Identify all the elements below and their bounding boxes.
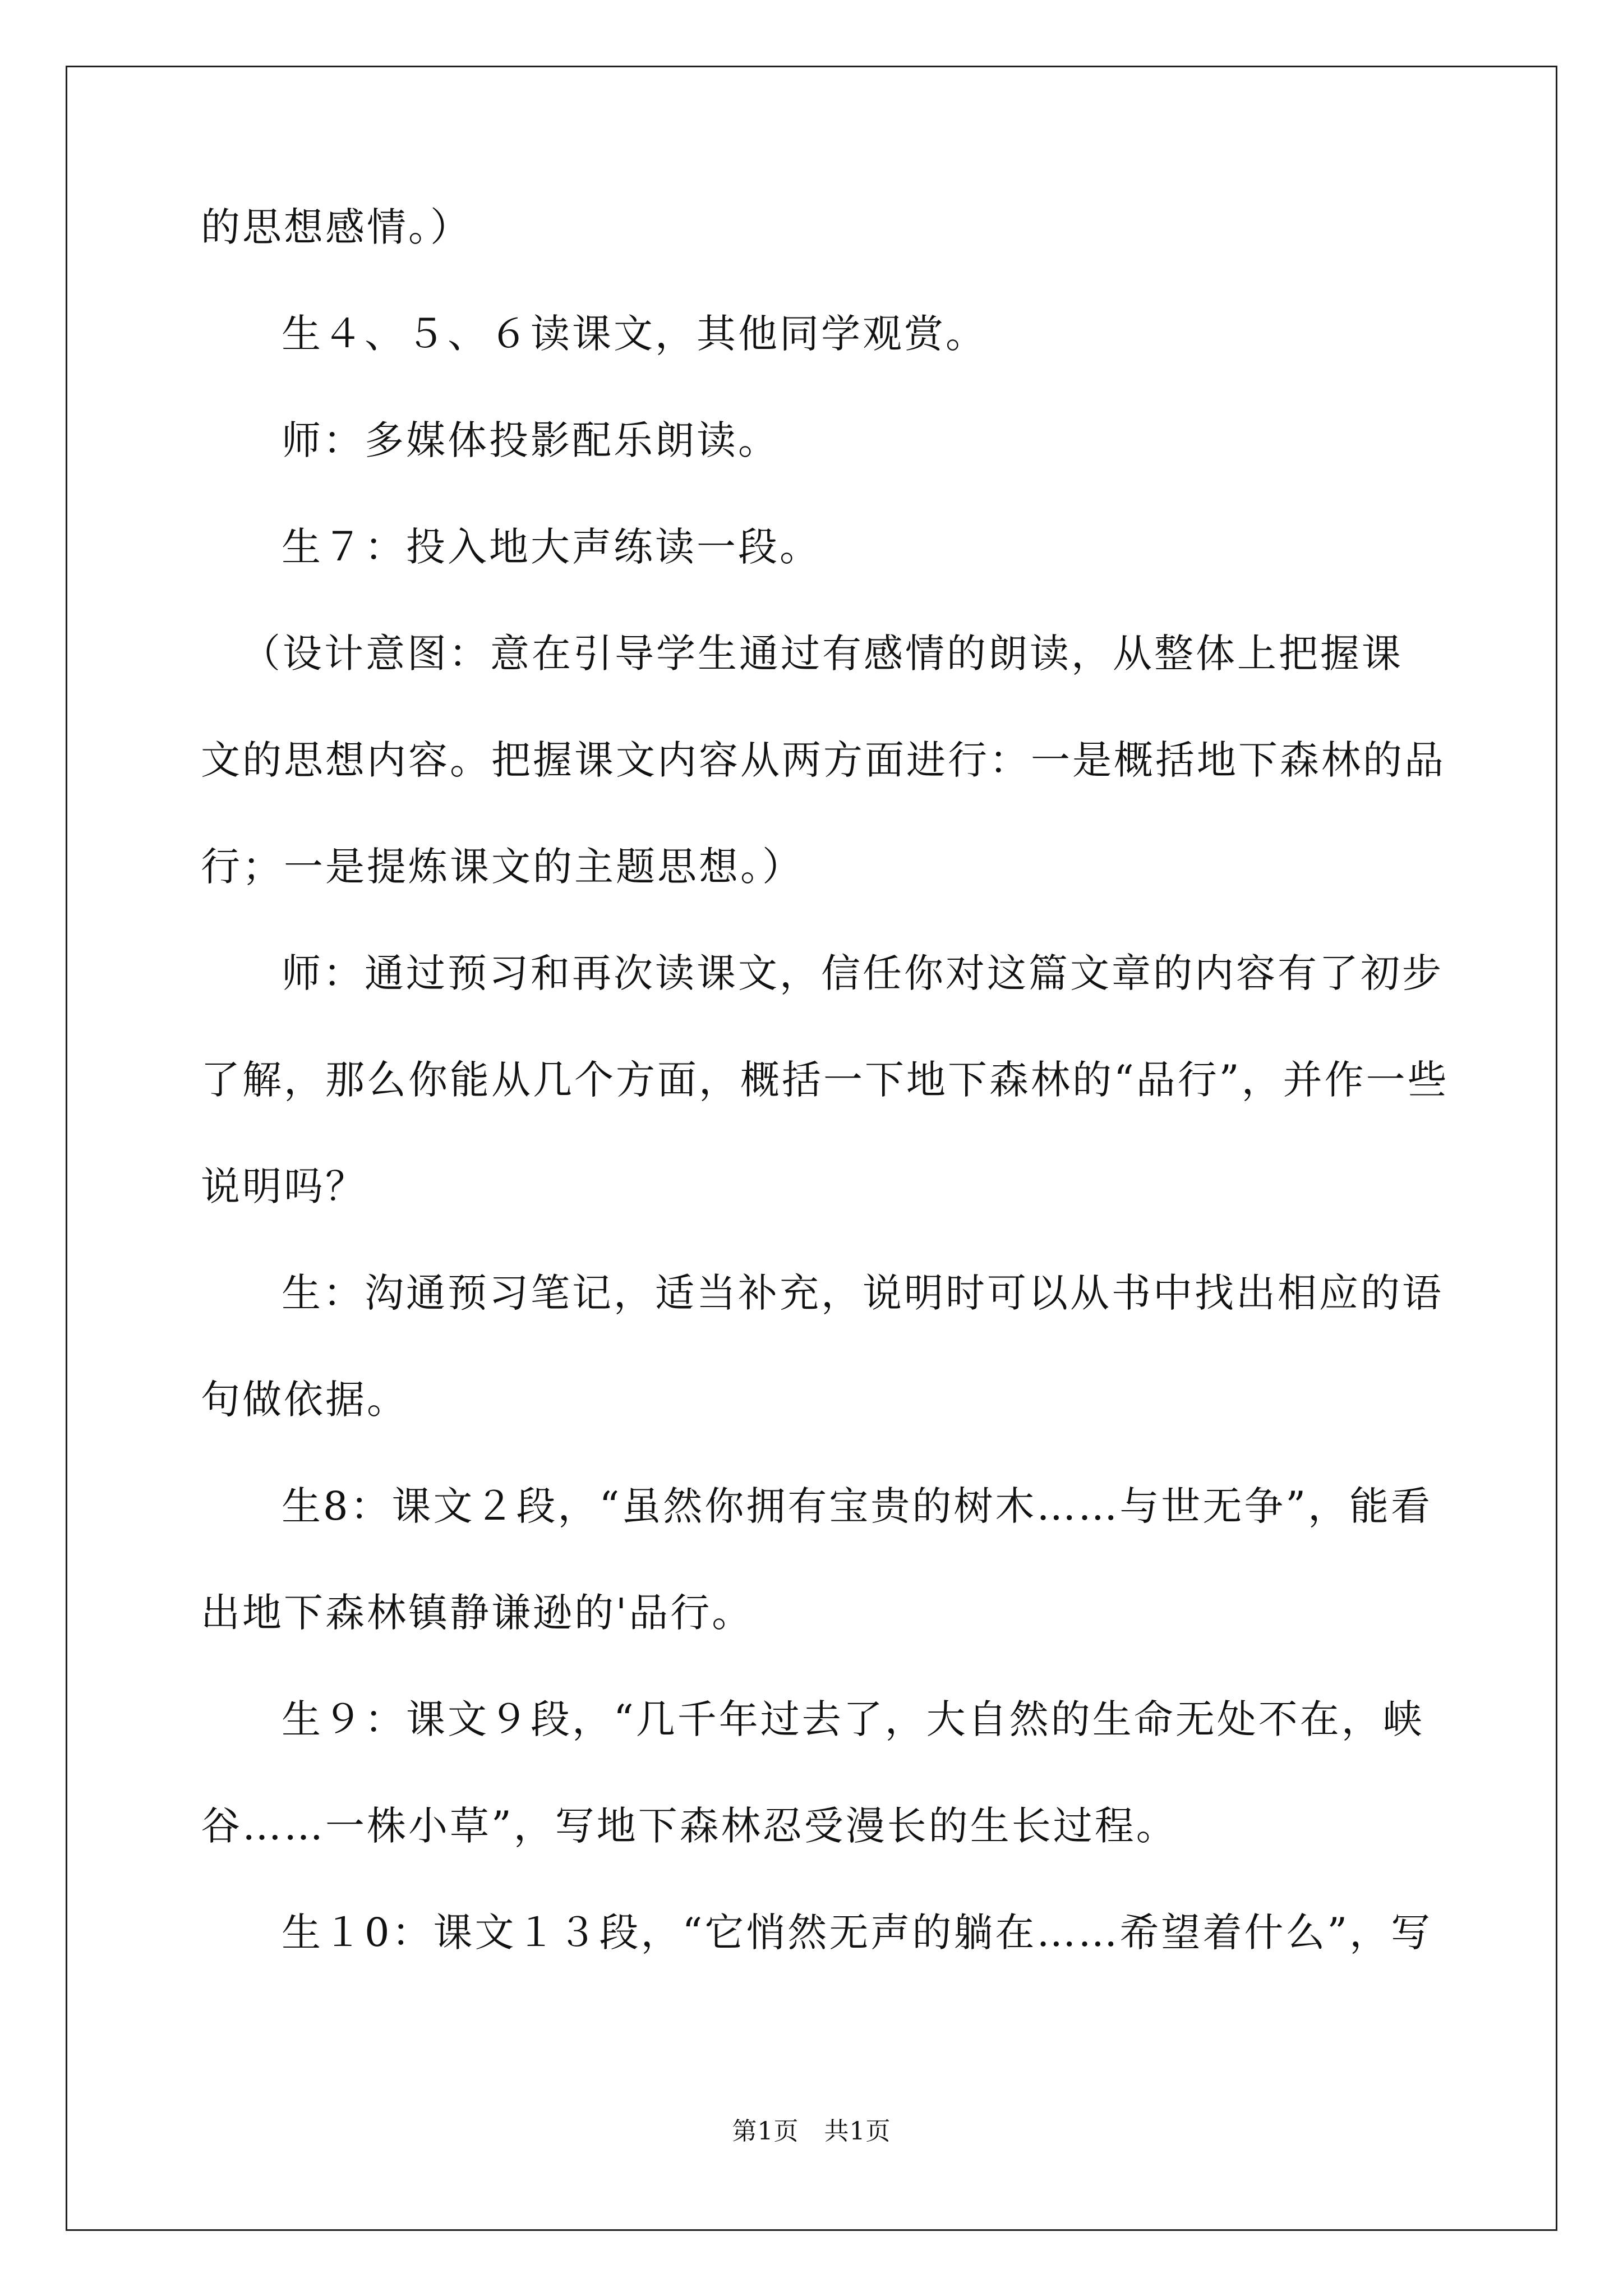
text-line: 谷……一株小草”，写地下森林忍受漫长的生长过程。 <box>201 1803 1178 1849</box>
text-line: 说明吗？ <box>201 1163 367 1209</box>
text-line: 出地下森林镇静谦逊的'品行。 <box>201 1590 754 1636</box>
text-line: 生：沟通预习笔记，适当补充，说明时可以从书中找出相应的语 <box>282 1270 1444 1316</box>
text-line: 生９：课文９段，“几千年过去了，大自然的生命无处不在，峡 <box>282 1696 1424 1742</box>
page-border <box>66 66 1557 2231</box>
page-footer: 第1页 共1页 <box>732 2117 891 2146</box>
text-line: 的思想感情。） <box>201 204 472 250</box>
text-line: 师：通过预习和再次读课文，信任你对这篇文章的内容有了初步 <box>282 950 1444 996</box>
text-line: 生１0：课文１３段，“它悄然无声的躺在……希望着什么”，写 <box>282 1910 1433 1955</box>
text-line: 了解，那么你能从几个方面，概括一下地下森林的“品行”，并作一些 <box>201 1057 1449 1103</box>
text-line: 生8：课文２段，“虽然你拥有宝贵的树木……与世无争”，能看 <box>282 1483 1433 1529</box>
text-line: （设计意图：意在引导学生通过有感情的朗读，从整体上把握课 <box>241 631 1403 677</box>
text-line: 师：多媒体投影配乐朗读。 <box>282 417 780 463</box>
text-line: 生７：投入地大声练读一段。 <box>282 524 821 570</box>
text-line: 文的思想内容。把握课文内容从两方面进行：一是概括地下森林的品 <box>201 737 1446 783</box>
text-line: 生４、５、６读课文，其他同学观赏。 <box>282 311 987 357</box>
text-line: 句做依据。 <box>201 1377 408 1423</box>
text-line: 行；一是提炼课文的主题思想。） <box>201 844 804 890</box>
